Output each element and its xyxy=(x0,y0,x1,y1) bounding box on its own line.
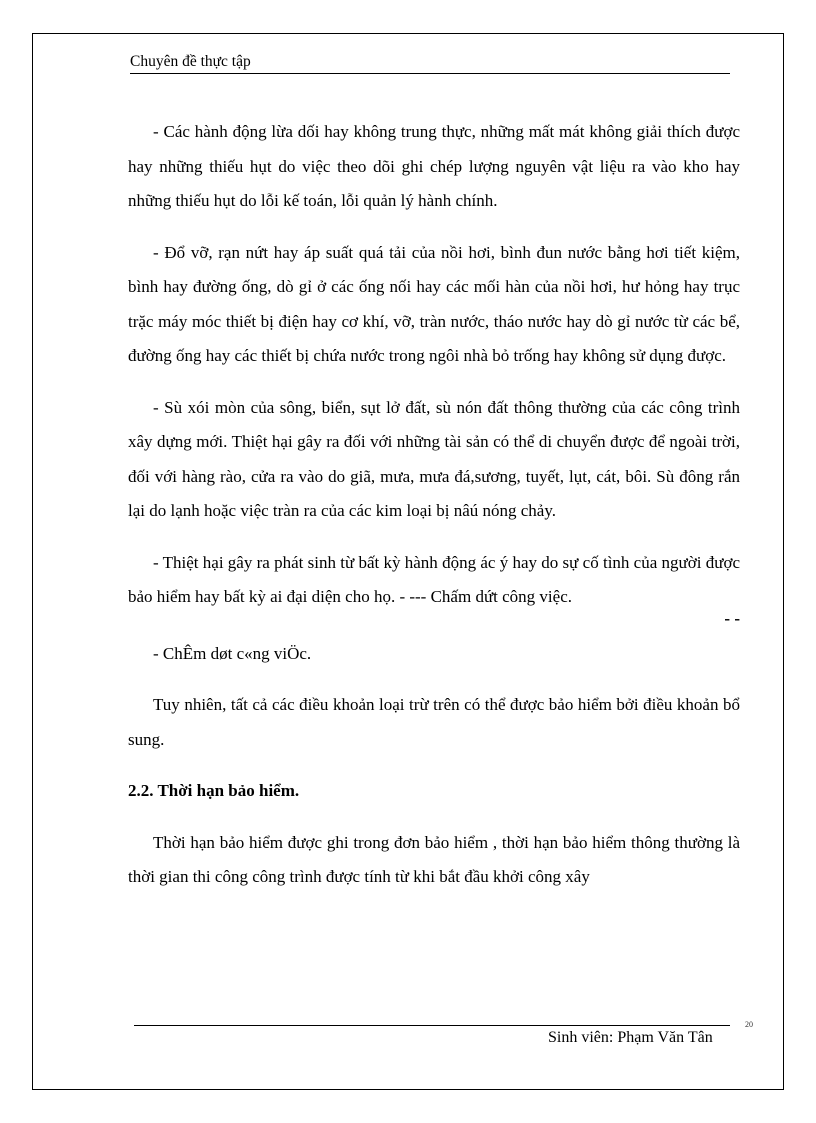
footer-rule xyxy=(134,1025,730,1026)
paragraph-erosion: - Sù xói mòn của sông, biển, sụt lở đất, sù nón đất thông thường của các công trình xây dựng mới. Thiệt hại gây ra đối với những tài sản có thể di chuyển được để ngoài trời, đối với hàng rào, cửa ra vào do giã, mưa, mưa đá,sương, tuyết, lụt, cát, bôi. Sù đông rắn lại do lạnh hoặc việc tràn ra của các kim loại bị nâú nóng chảy. xyxy=(128,397,740,520)
paragraph-garbled-text: - ChÊm døt c«ng viÖc. xyxy=(153,643,312,663)
paragraph-insurance-period: Thời hạn bảo hiểm được ghi trong đơn bảo hiểm , thời hạn bảo hiểm thông thường là thời gian thi công công trình được tính từ khi bắt đầu khởi công xây xyxy=(128,832,740,886)
student-name: Sinh viên: Phạm Văn Tân xyxy=(548,1029,713,1046)
section-heading: 2.2. Thời hạn bảo hiểm. xyxy=(128,781,300,800)
paragraph-exclusions-note: Tuy nhiên, tất cả các điều khoản loại trừ trên có thể được bảo hiểm bởi điều khoản bổ sung. xyxy=(128,695,740,749)
page-number: 20 xyxy=(745,1020,753,1029)
paragraph-boiler-damage: - Đổ vỡ, rạn nứt hay áp suất quá tải của nồi hơi, bình đun nước bằng hơi tiết kiệm, bình hay đường ống, dò gỉ ở các ống nối hay các mối hàn của nồi hơi, hư hỏng hay trục trặc máy móc thiết bị điện hay cơ khí, vỡ, tràn nước, tháo nước hay dò gỉ nước từ các bể, đường ống hay các thiết bị chứa nước trong ngôi nhà bỏ trống hay không sử dụng được. xyxy=(128,242,740,365)
paragraph-fraud-losses: - Các hành động lừa dối hay không trung thực, những mất mát không giải thích được hay những thiếu hụt do việc theo dõi ghi chép lượng nguyên vật liệu ra vào kho hay những thiếu hụt do lỗi kế toán, lỗi quản lý hành chính. xyxy=(128,122,740,210)
page-header: Chuyên đề thực tập xyxy=(130,51,730,74)
paragraph-intentional-damage: - Thiệt hại gây ra phát sinh từ bất kỳ hành động ác ý hay do sự cố tình của người được bảo hiểm hay bất kỳ ai đại diện cho họ. - --- Chấm dứt công việc. xyxy=(128,552,740,606)
document-body xyxy=(128,115,740,912)
dash-fragment: - - xyxy=(724,608,740,628)
